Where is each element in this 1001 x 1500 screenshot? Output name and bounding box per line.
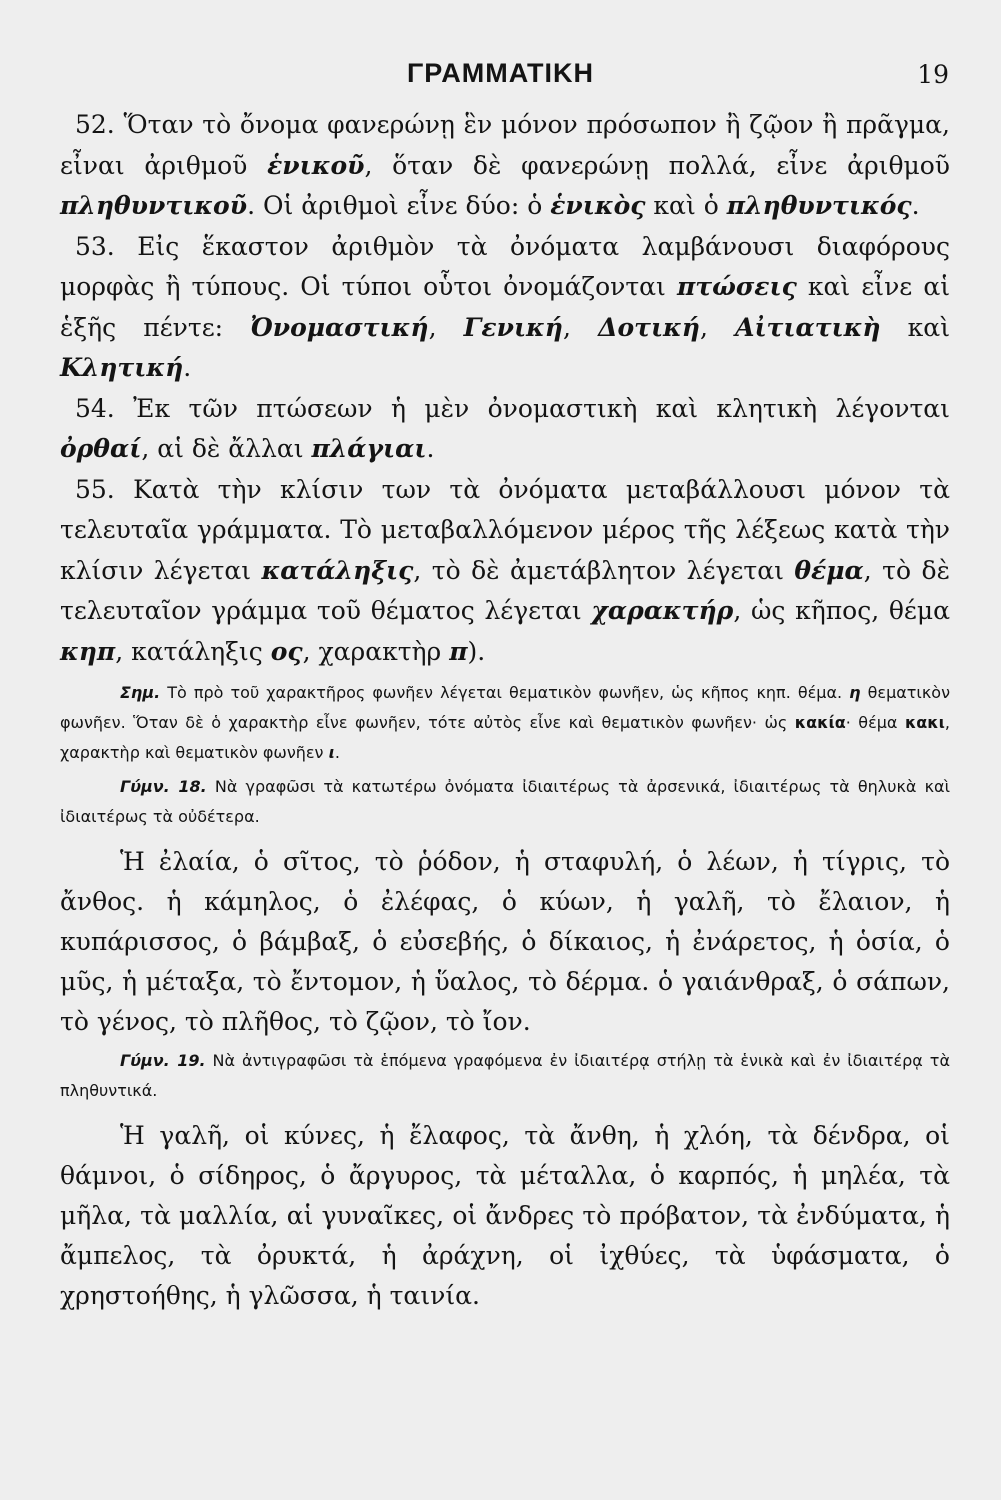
term: Δοτική: [598, 312, 700, 342]
text: ).: [467, 636, 486, 666]
term: ἑνικοῦ: [267, 150, 365, 180]
running-header: ΓΡΑΜΜΑΤΙΚΗ: [407, 58, 594, 88]
text: .: [183, 353, 192, 382]
term: Αἰτιατικὴ: [735, 312, 881, 342]
term: Κλητική: [60, 353, 184, 382]
text: , τὸ δὲ τελευταῖον γράμμα τοῦ θέματος λέγεται: [60, 555, 950, 625]
term: κακι: [904, 713, 945, 732]
paragraph-55: [60, 470, 950, 673]
text: .: [334, 743, 340, 762]
text: Νὰ γραφῶσι τὰ κατωτέρω ὀνόματα ἰδιαιτέρως τὰ ἀρσενικά, ἰδιαιτέρως τὰ θηλυκὰ καὶ ἰδιαιτέρως τὰ οὐδέτερα.: [60, 777, 950, 826]
term: πτώσεις: [676, 272, 797, 301]
text: Τὸ πρὸ τοῦ χαρακτῆρος φωνῆεν λέγεται θεματικὸν φωνῆεν, ὡς κῆπος κηπ. θέμα.: [160, 683, 850, 702]
term: π: [449, 636, 468, 666]
text: καὶ εἶνε αἱ ἑξῆς πέντε:: [60, 272, 950, 342]
text: , κατάληξις: [115, 636, 271, 666]
text: , αἱ δὲ ἄλλαι: [141, 434, 312, 463]
term: ι: [328, 743, 335, 762]
term: η: [849, 683, 861, 702]
page-content: [60, 105, 950, 1316]
text: . Οἱ ἀριθμοὶ εἶνε δύο: ὁ: [247, 191, 551, 220]
text: καὶ: [880, 312, 950, 342]
term: ος: [270, 636, 303, 666]
text: ,: [428, 312, 464, 342]
exercise-18-instruction: [60, 772, 950, 832]
exercise-label: Γύμν. 18.: [120, 777, 207, 796]
term: κηπ: [60, 636, 116, 666]
paragraph-52: [60, 105, 950, 227]
term: κακία: [794, 713, 846, 732]
text: , ὡς κῆπος, θέμα: [733, 596, 950, 625]
text: .: [426, 434, 435, 463]
term: πληθυντικός: [726, 191, 912, 220]
text: , ὅταν δὲ φανερώνῃ πολλά, εἶνε ἀριθμοῦ: [364, 150, 950, 180]
paragraph-53: [60, 227, 950, 389]
exercise-19-instruction: [60, 1046, 950, 1106]
term: κατάληξις: [261, 555, 414, 585]
note-label: Σημ.: [120, 683, 161, 702]
term: πλάγιαι: [311, 434, 427, 463]
text: .: [911, 191, 920, 220]
text: , χαρακτὴρ: [302, 636, 450, 666]
text: 52. Ὅταν τὸ ὄνομα φανερώνῃ ἓν μόνον πρόσωπον ἢ ζῷον ἢ πρᾶγμα, εἶναι ἀριθμοῦ: [60, 110, 950, 180]
term: ὀρθαί: [60, 434, 142, 463]
note: [60, 678, 950, 768]
term: ἑνικὸς: [550, 191, 646, 220]
text: 54. Ἐκ τῶν πτώσεων ἡ μὲν ὀνομαστικὴ καὶ κλητικὴ λέγονται: [75, 393, 950, 423]
term: Ὀνομαστική: [250, 312, 429, 342]
exercise-19-body: Ἡ γαλῆ, οἱ κύνες, ἡ ἔλαφος, τὰ ἄνθη, ἡ χλόη, τὰ δένδρα, οἱ θάμνοι, ὁ σίδηρος, ὁ ἄργυρος, τὰ μέταλλα, ὁ καρπός, ἡ μηλέα, τὰ μῆλα, τὰ μαλλία, αἱ γυναῖκες, οἱ ἄνδρες τὸ πρόβατον, τὰ ἐνδύματα, ἡ ἄμπελος, τὰ ὀρυκτά, ἡ ἀράχνη, οἱ ἰχθύες, τὰ ὑφάσματα, ὁ χρηστοήθης, ἡ γλῶσσα, ἡ ταινία.: [60, 1121, 950, 1310]
text: καὶ ὁ: [645, 191, 727, 220]
page-number: 19: [917, 60, 949, 89]
text: , χαρακτὴρ καὶ θεματικὸν φωνῆεν: [60, 713, 950, 762]
paragraph-54: [60, 389, 950, 470]
text: · θέμα: [845, 713, 905, 732]
term: Γενική: [463, 312, 563, 342]
text: θεματικὸν φωνῆεν. Ὅταν δὲ ὁ χαρακτὴρ εἶνε φωνῆεν, τότε αὐτὸς εἶνε καὶ θεματικὸν φωνῆεν· ὡς: [60, 683, 950, 732]
text: ,: [562, 312, 599, 342]
text: , τὸ δὲ ἀμετάβλητον λέγεται: [413, 555, 795, 585]
term: πληθυντικοῦ: [60, 191, 248, 220]
text: Νὰ ἀντιγραφῶσι τὰ ἑπόμενα γραφόμενα ἐν ἰδιαιτέρᾳ στήλῃ τὰ ἑνικὰ καὶ ἐν ἰδιαιτέρᾳ τὰ πληθυντικά.: [60, 1051, 950, 1100]
exercise-18-body: Ἡ ἐλαία, ὁ σῖτος, τὸ ῥόδον, ἡ σταφυλή, ὁ λέων, ἡ τίγρις, τὸ ἄνθος. ἡ κάμηλος, ὁ ἐλέφας, ὁ κύων, ἡ γαλῆ, τὸ ἔλαιον, ἡ κυπάρισσος, ὁ βάμβαξ, ὁ εὐσεβής, ὁ δίκαιος, ἡ ἐνάρετος, ἡ ὁσία, ὁ μῦς, ἡ μέταξα, τὸ ἔντομον, ἡ ὕαλος, τὸ δέρμα. ὁ γαιάνθραξ, ὁ σάπων, τὸ γένος, τὸ πλῆθος, τὸ ζῷον, τὸ ἴον.: [60, 847, 950, 1036]
text: 53. Εἰς ἕκαστον ἀριθμὸν τὰ ὀνόματα λαμβάνουσι διαφόρους μορφὰς ἢ τύπους. Οἱ τύποι οὗτοι ὀνομάζονται: [60, 231, 950, 301]
term: χαρακτήρ: [591, 596, 734, 625]
exercise-label: Γύμν. 19.: [120, 1051, 206, 1070]
text: ,: [699, 312, 736, 342]
term: θέμα: [794, 555, 864, 585]
text: 55. Κατὰ τὴν κλίσιν των τὰ ὀνόματα μεταβάλλουσι μόνον τὰ τελευταῖα γράμματα. Τὸ μεταβαλλόμενον μέρος τῆς λέξεως κατὰ τὴν κλίσιν λέγεται: [60, 474, 950, 585]
